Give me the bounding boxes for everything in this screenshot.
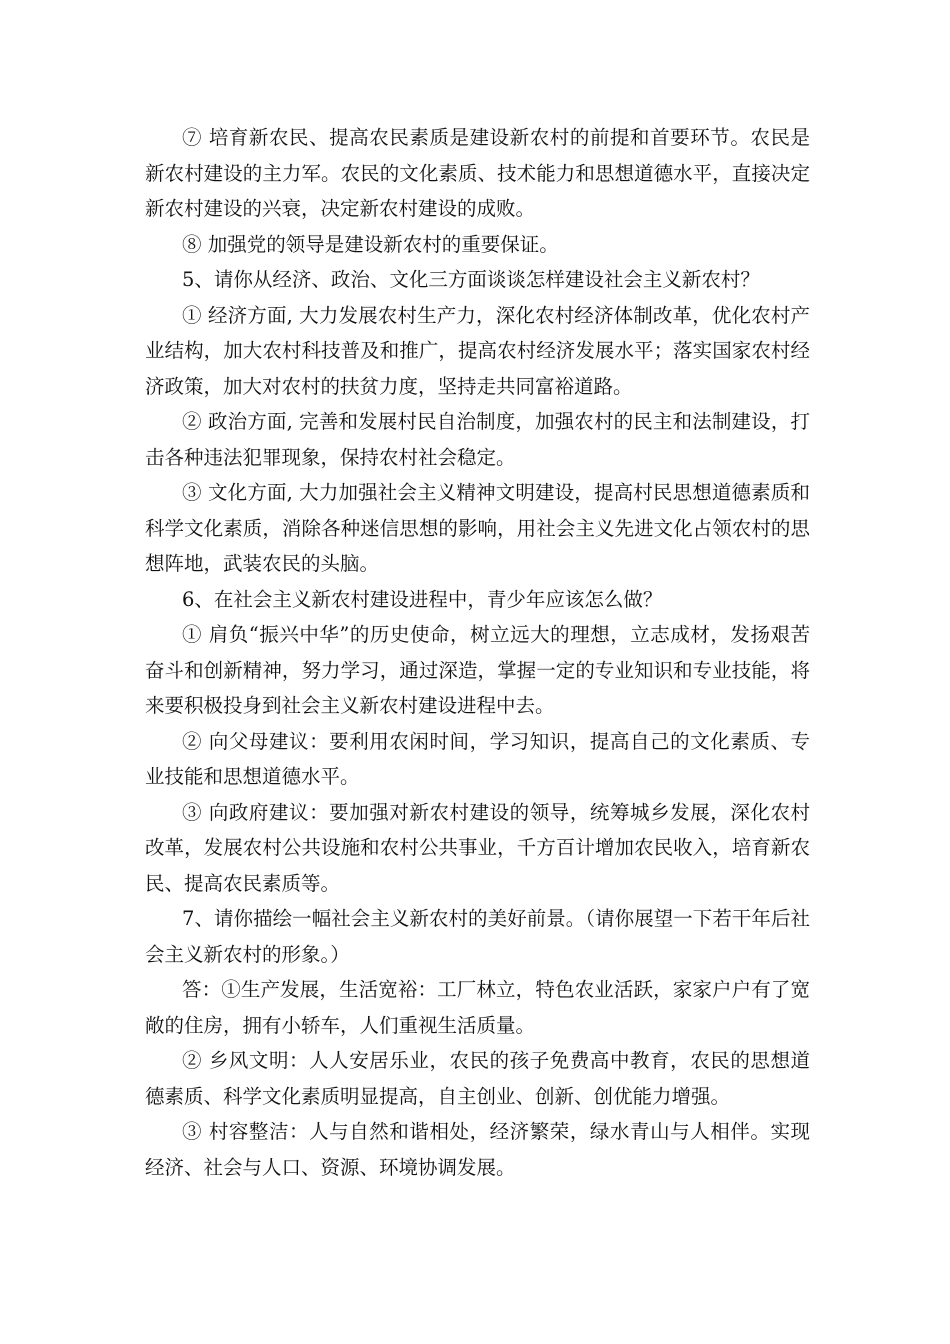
question-5: 5、请你从经济、政治、文化三方面谈谈怎样建设社会主义新农村？ (182, 268, 760, 291)
answer-5-politics: ② 政治方面, 完善和发展村民自治制度，加强农村的民主和法制建设，打击各种违法犯罪现象，保持农村社会稳定。 (145, 410, 810, 469)
answer-6-point-1: ① 肩负“振兴中华”的历史使命，树立远大的理想，立志成材，发扬艰苦奋斗和创新精神，努力学习，通过深造，掌握一定的专业知识和专业技能，将来要积极投身到社会主义新农村建设进程中去。 (145, 623, 810, 717)
question-7: 7、请你描绘一幅社会主义新农村的美好前景。（请你展望一下若干年后社会主义新农村的形象。） (145, 907, 810, 966)
paragraph-point-7: ⑦ 培育新农民、提高农民素质是建设新农村的前提和首要环节。农民是新农村建设的主力军。农民的文化素质、技术能力和思想道德水平，直接决定新农村建设的兴衰，决定新农村建设的成败。 (145, 126, 810, 220)
document-body (145, 120, 810, 1185)
answer-7-point-1: 答：①生产发展，生活宽裕：工厂林立，特色农业活跃，家家户户有了宽敞的住房，拥有小轿车，人们重视生活质量。 (145, 978, 810, 1037)
question-6: 6、在社会主义新农村建设进程中，青少年应该怎么做？ (182, 587, 663, 611)
answer-5-culture: ③ 文化方面, 大力加强社会主义精神文明建设，提高村民思想道德素质和科学文化素质，消除各种迷信思想的影响，用社会主义先进文化占领农村的思想阵地，武装农民的头脑。 (145, 481, 810, 575)
answer-7-point-2: ② 乡风文明：人人安居乐业，农民的孩子免费高中教育，农民的思想道德素质、科学文化素质明显提高，自主创业、创新、创优能力增强。 (145, 1049, 810, 1108)
answer-6-point-2: ② 向父母建议：要利用农闲时间，学习知识，提高自己的文化素质、专业技能和思想道德水平。 (145, 729, 810, 788)
answer-5-economy: ① 经济方面, 大力发展农村生产力，深化农村经济体制改革，优化农村产业结构，加大农村科技普及和推广，提高农村经济发展水平；落实国家农村经济政策，加大对农村的扶贫力度，坚持走共同富裕道路。 (145, 303, 810, 398)
paragraph-point-8: ⑧ 加强党的领导是建设新农村的重要保证。 (182, 232, 559, 256)
answer-6-point-3: ③ 向政府建议：要加强对新农村建设的领导，统筹城乡发展，深化农村改革，发展农村公共设施和农村公共事业，千方百计增加农民收入，培育新农民、提高农民素质等。 (145, 800, 810, 895)
answer-7-point-3: ③ 村容整洁：人与自然和谐相处，经济繁荣，绿水青山与人相伴。实现经济、社会与人口、资源、环境协调发展。 (145, 1120, 810, 1179)
